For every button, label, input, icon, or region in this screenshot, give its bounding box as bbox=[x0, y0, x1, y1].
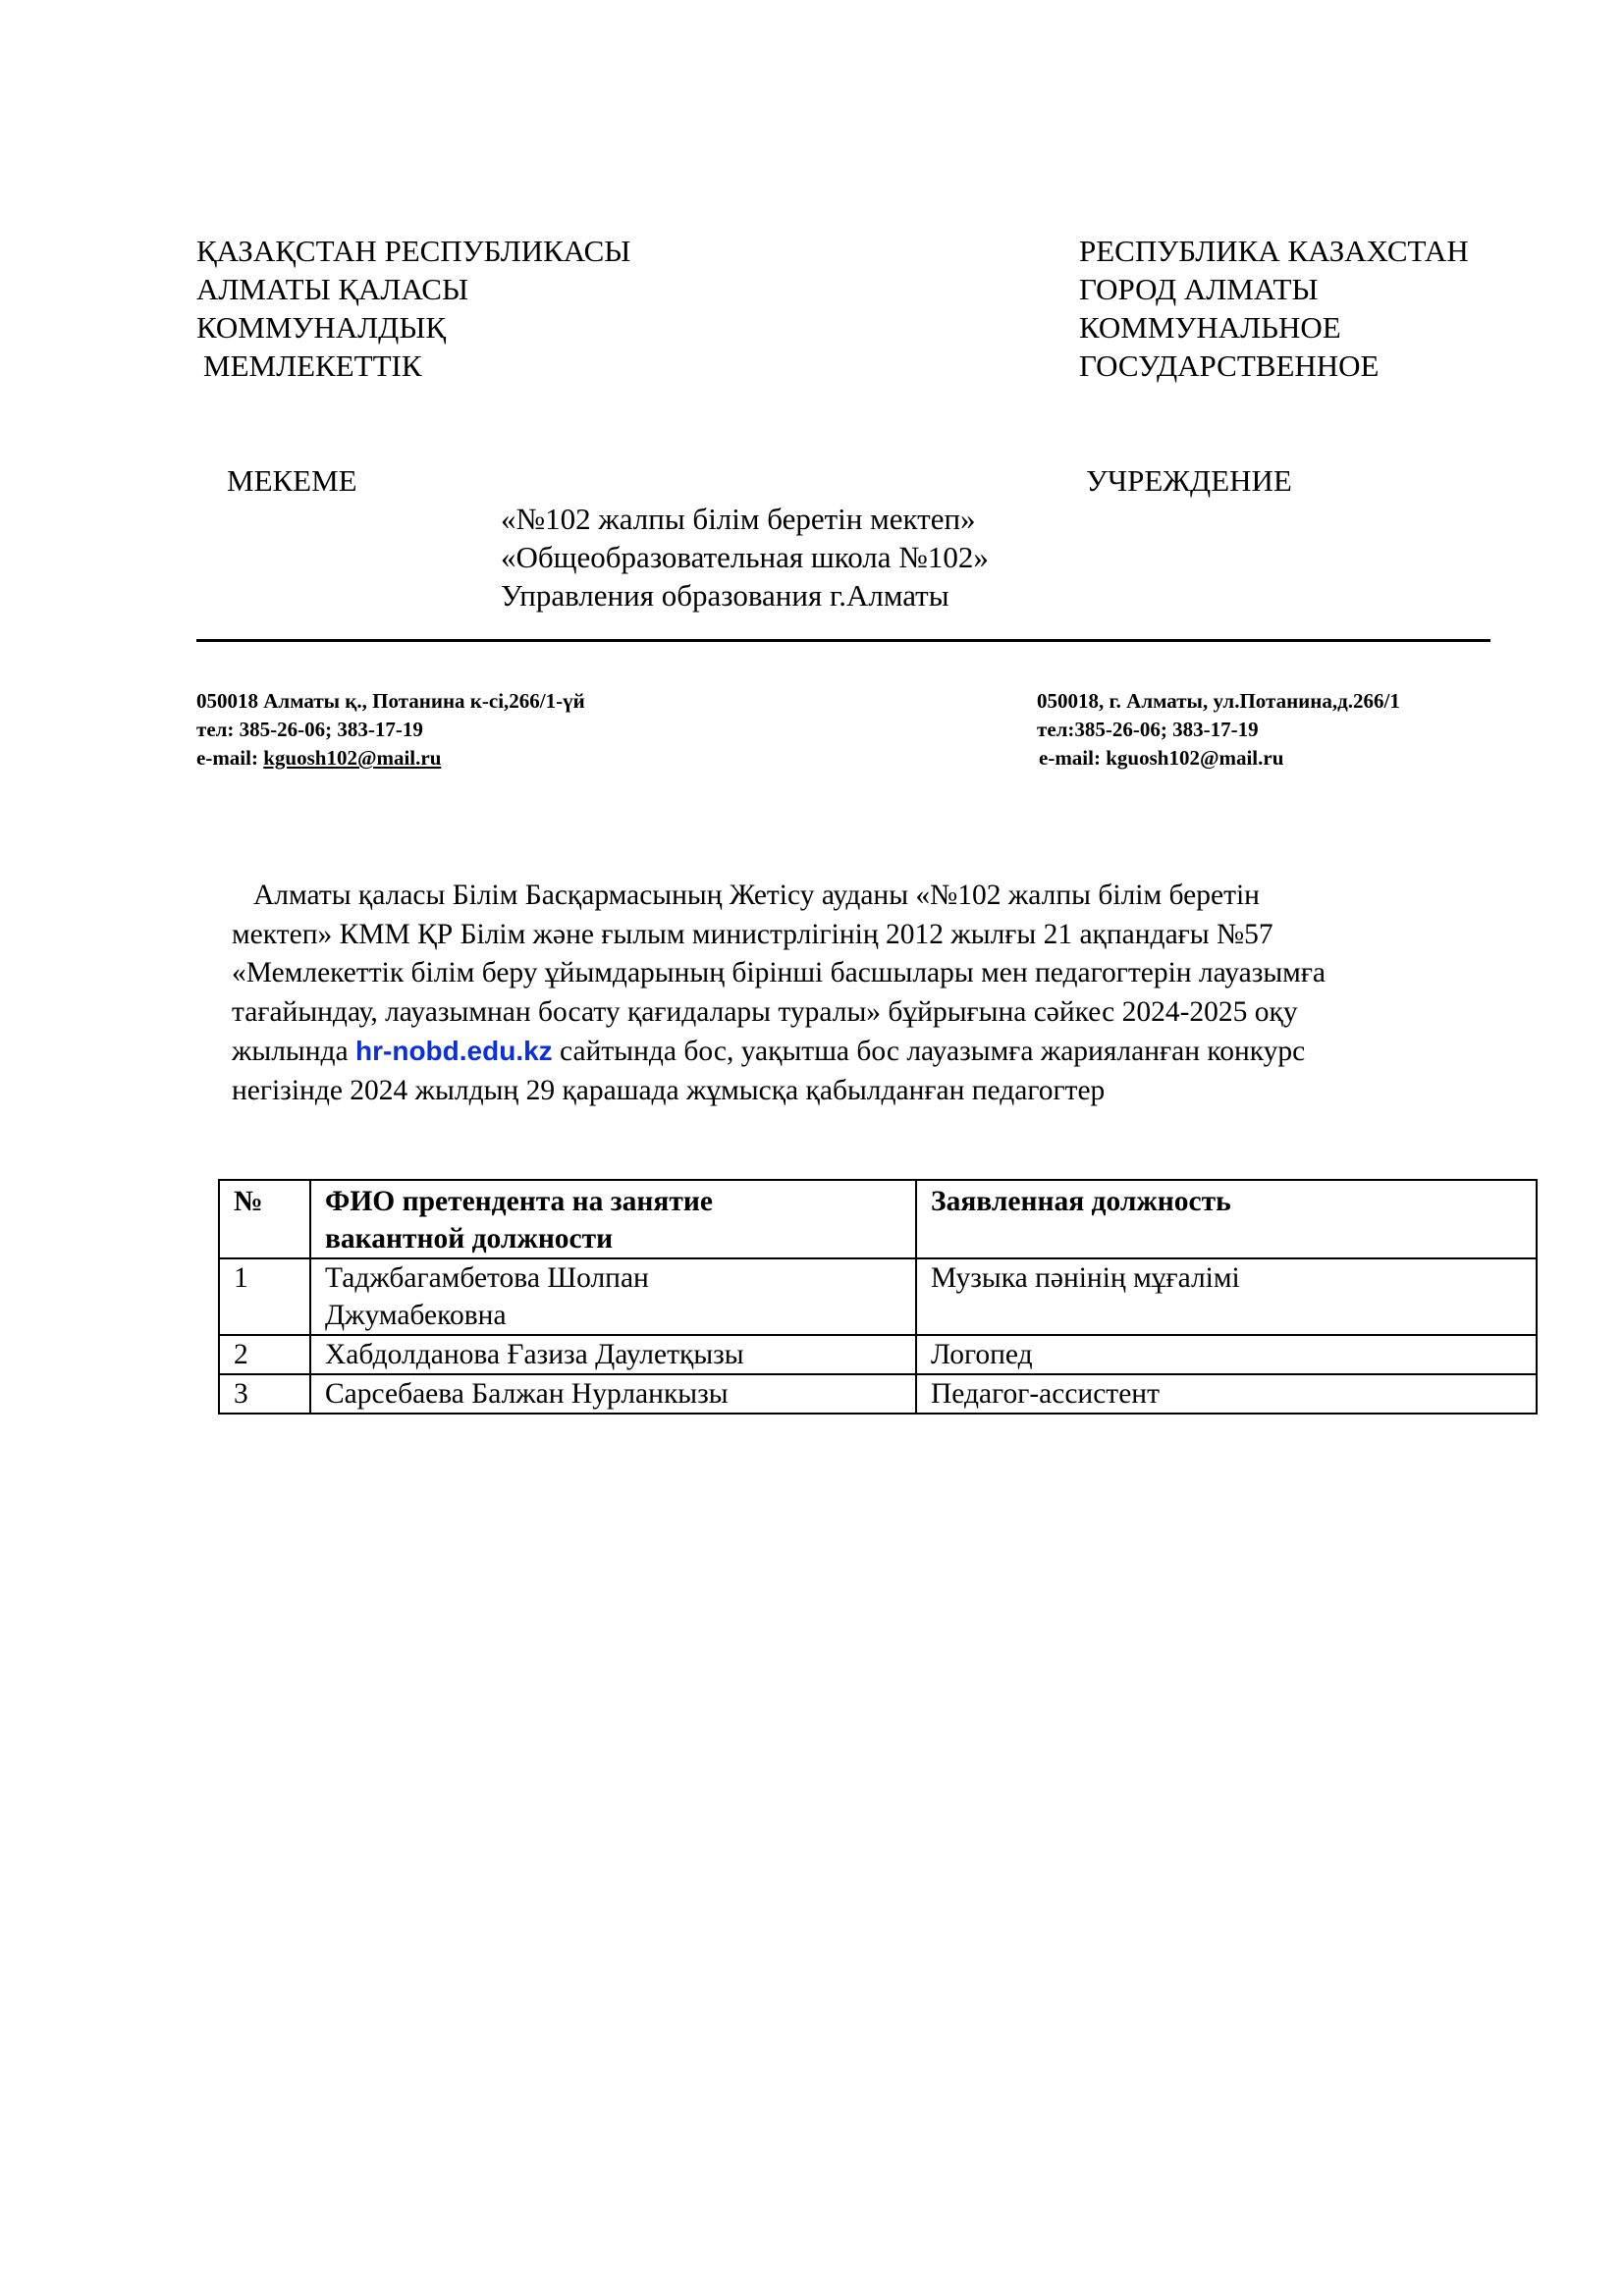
contact-left-address: 050018 Алматы қ., Потанина к-сі,266/1-үй bbox=[196, 689, 585, 713]
paragraph-line-3: «Мемлекеттік білім беру ұйымдарының бірінші басшылары мен педагогтерін лауазымға bbox=[232, 957, 1326, 988]
table-row bbox=[219, 1335, 1537, 1374]
header-left-institution: МЕКЕМЕ bbox=[227, 463, 357, 498]
contact-right-email-label: e-mail: bbox=[1039, 746, 1107, 770]
table-header-row bbox=[219, 1180, 1537, 1258]
header-left-line-2: АЛМАТЫ ҚАЛАСЫ bbox=[196, 272, 469, 306]
header-number: № bbox=[219, 1180, 310, 1258]
paragraph-line-5 bbox=[232, 1032, 1508, 1072]
header-right-line-2: ГОРОД АЛМАТЫ bbox=[1079, 272, 1319, 306]
contact-left-email-label: e-mail: bbox=[196, 746, 264, 770]
row-name-line-2: Джумабековна bbox=[325, 1300, 507, 1331]
paragraph-line-5-start: жылында bbox=[232, 1036, 356, 1067]
paragraph-line-4: тағайындау, лауазымнан босату қағидалары туралы» бұйрығына сәйкес 2024-2025 оқу bbox=[232, 995, 1298, 1028]
table-row bbox=[219, 1374, 1537, 1414]
row-position: Педагог-ассистент bbox=[916, 1374, 1537, 1414]
table-row bbox=[219, 1258, 1537, 1335]
school-name-kazakh: «№102 жалпы білім беретін мектеп» bbox=[501, 502, 976, 536]
school-department: Управления образования г.Алматы bbox=[501, 578, 949, 613]
header-left-line-3: КОММУНАЛДЫҚ bbox=[196, 310, 447, 345]
header-right-line-4: ГОСУДАРСТВЕННОЕ bbox=[1079, 348, 1380, 383]
announcement-paragraph bbox=[232, 877, 1508, 1110]
contact-left-phone: тел: 385-26-06; 383-17-19 bbox=[196, 718, 423, 741]
header-name-line-2: вакантной должности bbox=[325, 1223, 614, 1255]
contact-right-address: 050018, г. Алматы, ул.Потанина,д.266/1 bbox=[1037, 689, 1400, 713]
paragraph-line-6: негізінде 2024 жылдың 29 қарашада жұмысқа қабылданған педагогтер bbox=[232, 1074, 1106, 1106]
row-number: 2 bbox=[219, 1335, 310, 1374]
contact-left-email-line bbox=[196, 744, 441, 773]
row-name-line-1: Таджбагамбетова Шолпан bbox=[325, 1262, 649, 1294]
row-position: Логопед bbox=[916, 1335, 1537, 1374]
header-name bbox=[310, 1180, 916, 1258]
header-position: Заявленная должность bbox=[916, 1180, 1537, 1258]
row-number: 3 bbox=[219, 1374, 310, 1414]
row-name bbox=[310, 1258, 916, 1335]
header-right-line-1: РЕСПУБЛИКА КАЗАХСТАН bbox=[1079, 234, 1469, 268]
row-name: Хабдолданова Ғазиза Даулетқызы bbox=[310, 1335, 916, 1374]
contact-right-email-line bbox=[1039, 744, 1283, 773]
hired-teachers-table bbox=[218, 1179, 1538, 1415]
header-right-institution: УЧРЕЖДЕНИЕ bbox=[1086, 463, 1292, 498]
paragraph-line-5-end: сайтында бос, уақытша бос лауазымға жарияланған конкурс bbox=[552, 1036, 1306, 1067]
contact-right-email: kguosh102@mail.ru bbox=[1106, 746, 1284, 770]
row-name: Сарсебаева Балжан Нурланкызы bbox=[310, 1374, 916, 1414]
paragraph-line-2: мектеп» КММ ҚР Білім және ғылым министрлігінің 2012 жылғы 21 ақпандағы №57 bbox=[232, 918, 1273, 950]
hr-nobd-link[interactable]: hr-nobd.edu.kz bbox=[355, 1036, 553, 1066]
contact-right-phone: тел:385-26-06; 383-17-19 bbox=[1037, 718, 1259, 741]
row-number: 1 bbox=[219, 1258, 310, 1335]
paragraph-line-1: Алматы қаласы Білім Басқармасының Жетісу ауданы «№102 жалпы білім беретін bbox=[253, 880, 1260, 911]
header-right-line-3: КОММУНАЛЬНОЕ bbox=[1079, 310, 1341, 345]
header-divider bbox=[196, 639, 1490, 642]
header-left-line-4: МЕМЛЕКЕТТІК bbox=[203, 348, 422, 383]
contact-left-email-link[interactable]: kguosh102@mail.ru bbox=[263, 746, 442, 770]
row-position: Музыка пәнінің мұғалімі bbox=[916, 1258, 1537, 1335]
school-name-russian: «Общеобразовательная школа №102» bbox=[501, 540, 989, 574]
header-name-line-1: ФИО претендента на занятие bbox=[325, 1186, 713, 1217]
header-left-line-1: ҚАЗАҚСТАН РЕСПУБЛИКАСЫ bbox=[196, 234, 631, 268]
